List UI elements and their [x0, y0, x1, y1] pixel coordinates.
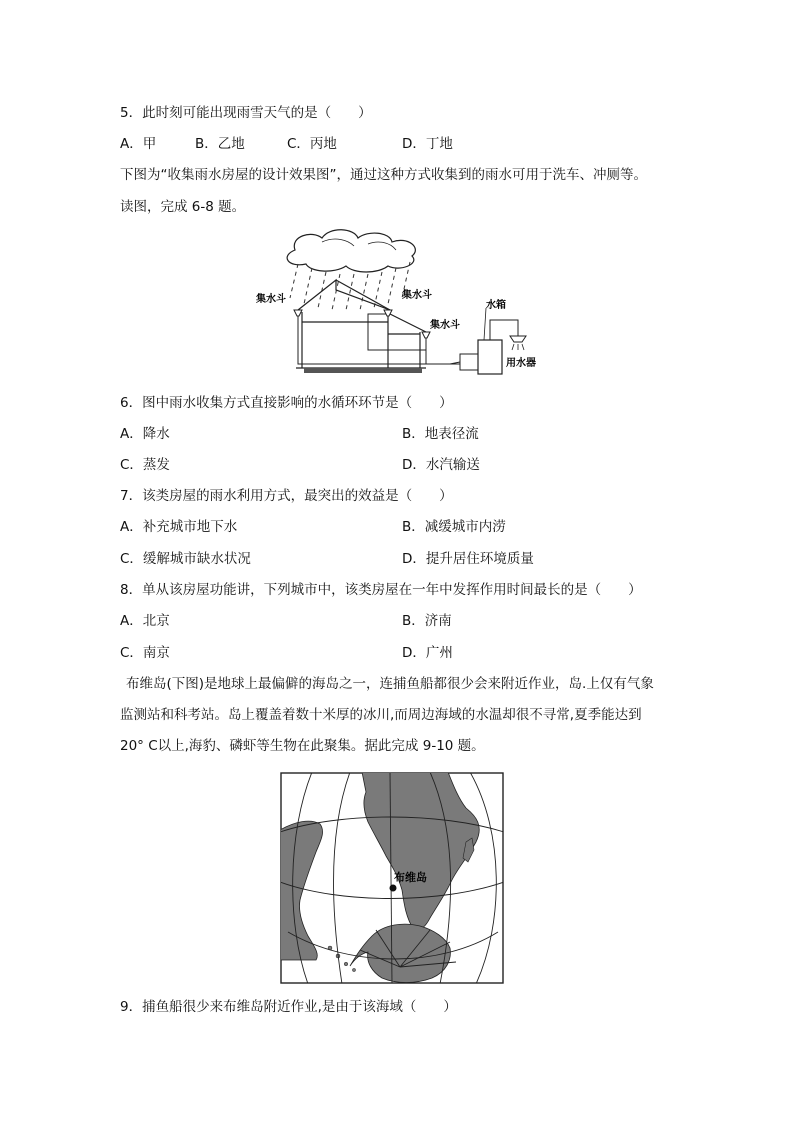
- q6-option-d: D．水汽输送: [402, 457, 480, 473]
- q8-option-b: B．济南: [402, 613, 452, 629]
- collection-funnel-mid: [384, 310, 392, 316]
- label-funnel-mid: 集水斗: [402, 290, 432, 301]
- q8-option-c: C．南京: [120, 645, 170, 661]
- intro-6-8-line-2: 读图，完成 6-8 题。: [120, 199, 246, 215]
- label-funnel-left: 集水斗: [256, 294, 286, 305]
- q7-option-c: C．缓解城市缺水状况: [120, 551, 251, 567]
- label-water-tank: 水箱: [486, 300, 506, 311]
- q7-option-d: D．提升居住环境质量: [402, 551, 534, 567]
- filter-box: [460, 354, 478, 370]
- q5-option-d: D．丁地: [402, 136, 453, 152]
- q5-option-a: A．甲: [120, 136, 157, 152]
- rain-house-diagram: [250, 228, 540, 383]
- intro-6-8-line-1: 下图为“收集雨水房屋的设计效果图”，通过这种方式收集到的雨水可用于洗车、冲厕等。: [120, 167, 647, 183]
- q5-option-c: C．丙地: [287, 136, 337, 152]
- label-water-user: 用水器: [506, 358, 536, 369]
- question-6-stem: 6．图中雨水收集方式直接影响的水循环环节是（ ）: [120, 395, 453, 411]
- cloud-shape: [287, 230, 415, 272]
- label-funnel-right: 集水斗: [430, 320, 460, 331]
- foundation: [304, 368, 422, 373]
- collection-funnel-right: [422, 332, 430, 338]
- question-8-stem: 8．单从该房屋功能讲，下列城市中，该类房屋在一年中发挥作用时间最长的是（ ）: [120, 582, 642, 598]
- intro-9-10-line-3: 20° C以上,海豹、磷虾等生物在此聚集。据此完成 9-10 题。: [120, 738, 485, 754]
- q6-option-a: A．降水: [120, 426, 170, 442]
- question-9-stem: 9．捕鱼船很少来布维岛附近作业,是由于该海域（ ）: [120, 999, 457, 1015]
- water-tank: [478, 340, 502, 374]
- intro-9-10-line-1: 布维岛(下图)是地球上最偏僻的海岛之一，连捕鱼船都很少会来附近作业，岛.上仅有气象: [126, 676, 654, 692]
- bouvet-globe-map: [280, 772, 504, 984]
- shower-head: [510, 336, 526, 342]
- q6-option-b: B．地表径流: [402, 426, 479, 442]
- q5-option-b: B．乙地: [195, 136, 245, 152]
- bouvet-island-label: 布维岛: [394, 871, 427, 884]
- q6-option-c: C．蒸发: [120, 457, 170, 473]
- question-5-stem: 5．此时刻可能出现雨雪天气的是（ ）: [120, 105, 372, 121]
- collection-funnel-left: [294, 310, 302, 316]
- q8-option-d: D．广州: [402, 645, 453, 661]
- q8-option-a: A．北京: [120, 613, 170, 629]
- intro-9-10-line-2: 监测站和科考站。岛上覆盖着数十米厚的冰川,而周边海域的水温却很不寻常,夏季能达到: [120, 707, 642, 723]
- question-7-stem: 7．该类房屋的雨水利用方式，最突出的效益是（ ）: [120, 488, 453, 504]
- q7-option-a: A．补充城市地下水: [120, 519, 238, 535]
- bouvet-island-dot: [390, 885, 397, 892]
- q7-option-b: B．减缓城市内涝: [402, 519, 506, 535]
